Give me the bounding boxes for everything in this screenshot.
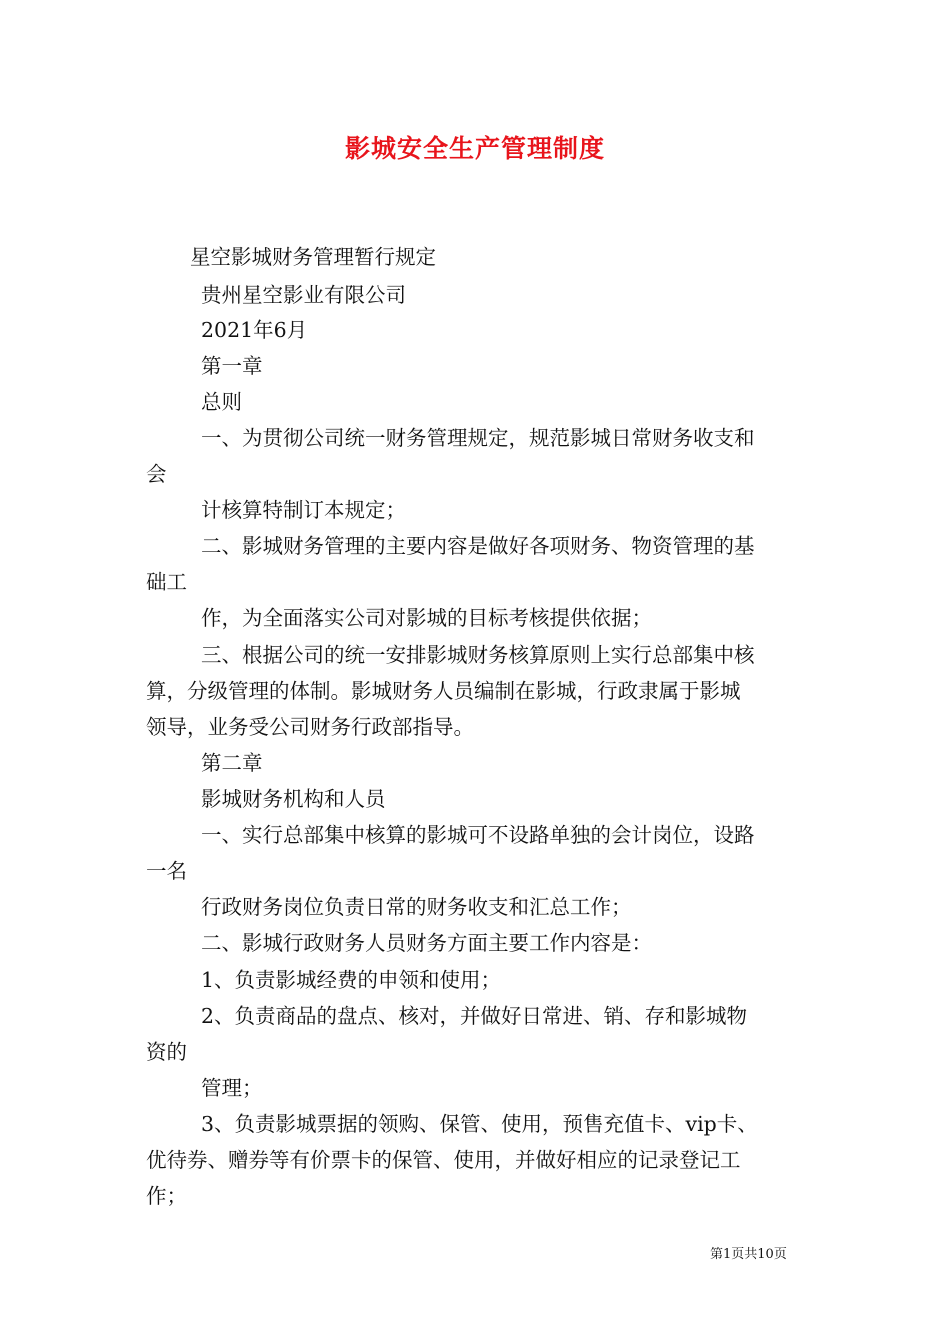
text-line: 会 xyxy=(146,462,167,486)
text-line: 星空影城财务管理暂行规定 xyxy=(190,245,436,269)
text-line: 第一章 xyxy=(201,354,263,378)
text-line: 贵州星空影业有限公司 xyxy=(201,283,406,307)
text-line: 资的 xyxy=(146,1040,187,1064)
text-line: 计核算特制订本规定； xyxy=(201,498,406,522)
text-line: 3、负责影城票据的领购、保管、使用，预售充值卡、vip卡、 xyxy=(201,1112,758,1136)
document-title: 影城安全生产管理制度 xyxy=(344,134,605,163)
text-line: 行政财务岗位负责日常的财务收支和汇总工作； xyxy=(201,895,632,919)
text-line: 二、影城行政财务人员财务方面主要工作内容是： xyxy=(201,931,652,955)
text-line: 一、为贯彻公司统一财务管理规定，规范影城日常财务收支和 xyxy=(201,426,755,450)
text-line: 一名 xyxy=(146,859,187,883)
text-line: 2021年6月 xyxy=(201,318,308,342)
text-line: 管理； xyxy=(201,1076,263,1100)
text-line: 础工 xyxy=(146,570,187,594)
text-line: 优待券、赠券等有价票卡的保管、使用，并做好相应的记录登记工 xyxy=(146,1148,741,1172)
text-line: 影城财务机构和人员 xyxy=(201,787,386,811)
text-line: 领导，业务受公司财务行政部指导。 xyxy=(146,715,474,739)
text-line: 一、实行总部集中核算的影城可不设路单独的会计岗位，设路 xyxy=(201,823,755,847)
text-line: 作，为全面落实公司对影城的目标考核提供依据； xyxy=(201,606,652,630)
page-number: 第1页共10页 xyxy=(710,1247,787,1262)
text-line: 三、根据公司的统一安排影城财务核算原则上实行总部集中核 xyxy=(201,643,755,667)
text-line: 算，分级管理的体制。影城财务人员编制在影城，行政隶属于影城 xyxy=(146,679,741,703)
text-line: 1、负责影城经费的申领和使用； xyxy=(201,968,502,992)
text-line: 第二章 xyxy=(201,751,263,775)
text-line: 二、影城财务管理的主要内容是做好各项财务、物资管理的基 xyxy=(201,534,755,558)
text-line: 2、负责商品的盘点、核对，并做好日常进、销、存和影城物 xyxy=(201,1004,748,1028)
text-line: 总则 xyxy=(201,390,242,414)
text-line: 作； xyxy=(146,1184,187,1208)
